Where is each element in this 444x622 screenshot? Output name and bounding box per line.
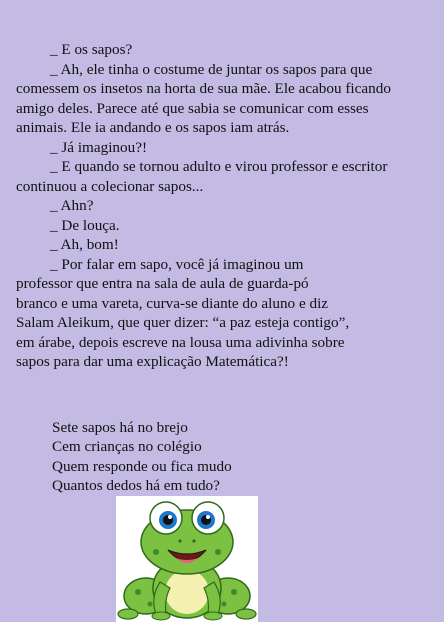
poem-line: Sete sapos há no brejo bbox=[52, 419, 188, 436]
dialogue-line: _ De louça. bbox=[50, 216, 120, 234]
poem-line: Quantos dedos há em tudo? bbox=[52, 477, 220, 495]
dialogue-line: _ Ah, bom! bbox=[50, 236, 119, 253]
frog-icon bbox=[116, 496, 258, 622]
dialogue-line: _ Ahn? bbox=[50, 197, 94, 214]
dialogue-line: _ E os sapos? bbox=[50, 41, 133, 58]
dialogue-line: _ Já imaginou?! bbox=[50, 138, 148, 156]
poem bbox=[52, 418, 232, 496]
frog-illustration bbox=[116, 496, 258, 622]
dialogue-paragraph: _ Por falar em sapo, você já imaginou um professor que entra na sala de aula de guarda-pó branco e uma vareta, curva-se diante do aluno e diz Salam Aleikum, que quer dizer: “a paz esteja contigo”, em árabe, depois escreve na lousa uma adivinha sobre sapos para dar uma explicação Matemática?! bbox=[16, 255, 350, 370]
dialogue-paragraph: _ Ah, ele tinha o costume de juntar os sapos para que comessem os insetos na horta de sua mãe. Ele acabou ficando amigo deles. Parece até que sabia se comunicar com esses animais. Ele ia andando e os sapos iam atrás. bbox=[16, 60, 391, 136]
story-text bbox=[16, 40, 436, 372]
dialogue-paragraph: _ E quando se tornou adulto e virou professor e escritor continuou a colecionar sapos... bbox=[16, 158, 388, 195]
poem-line: Quem responde ou fica mudo bbox=[52, 457, 232, 475]
poem-line: Cem crianças no colégio bbox=[52, 438, 202, 456]
